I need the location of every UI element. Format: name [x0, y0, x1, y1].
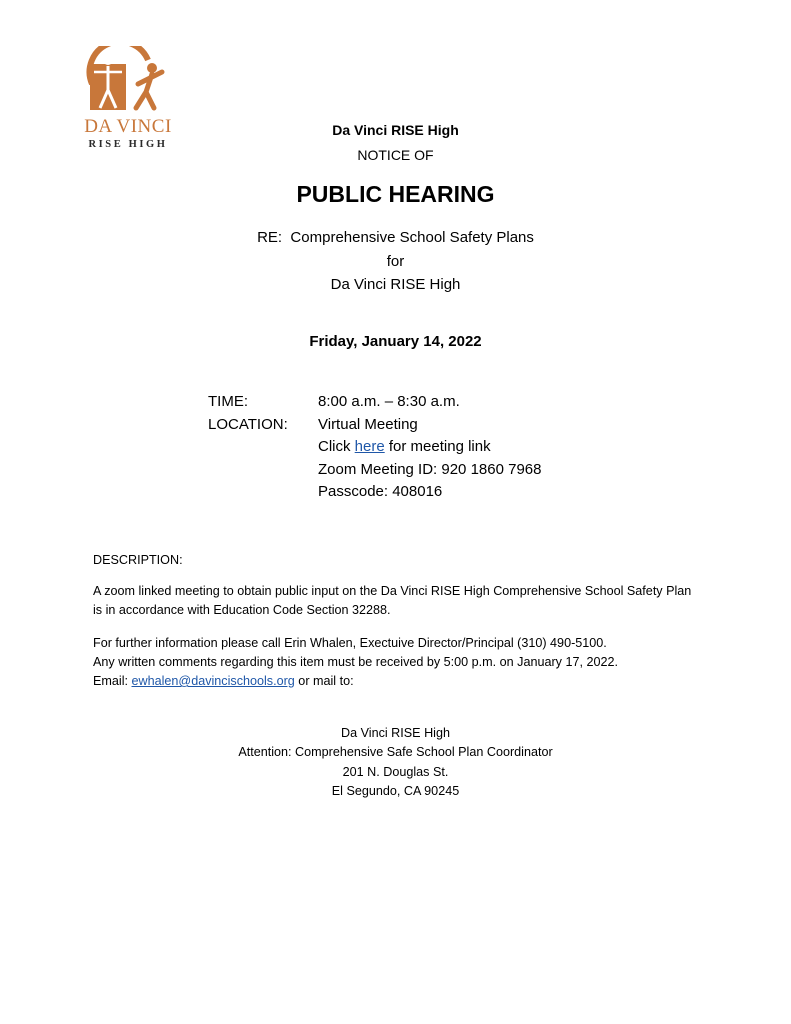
logo-name: DA VINCI [84, 116, 172, 137]
vitruvian-figure-icon [86, 46, 170, 116]
meeting-info [208, 391, 541, 504]
school-line: Da Vinci RISE High [330, 276, 461, 293]
location-label: LOCATION: [208, 415, 288, 433]
time-label: TIME: [208, 393, 248, 410]
time-row [208, 391, 541, 414]
address-line-2: Attention: Comprehensive Safe School Plan Coordinator [238, 745, 553, 760]
address-line-3: 201 N. Douglas St. [342, 764, 449, 779]
re-line: RE: Comprehensive School Safety Plans [257, 229, 534, 246]
zoom-id-row [208, 459, 541, 482]
passcode: Passcode: 408016 [318, 483, 443, 500]
location-value: Virtual Meeting [318, 415, 418, 433]
meeting-link-row [208, 436, 541, 459]
contact-line: For further information please call Erin Whalen, Exectuive Director/Principal (310) 490-5100. [93, 636, 607, 650]
meeting-date: Friday, January 14, 2022 [309, 333, 482, 350]
zoom-meeting-id: Zoom Meeting ID: 920 1860 7968 [318, 460, 542, 478]
comments-deadline-line: Any written comments regarding this item must be received by 5:00 p.m. on January 17, 2022. [93, 655, 619, 669]
click-suffix: for meeting link [384, 438, 491, 455]
description-paragraph-2 [93, 634, 703, 691]
location-row [208, 414, 541, 437]
for-line: for [386, 253, 405, 270]
email-prefix: Email: [93, 674, 132, 688]
time-value: 8:00 a.m. – 8:30 a.m. [318, 393, 460, 410]
address-line-1: Da Vinci RISE High [341, 726, 450, 740]
mailing-address [0, 724, 791, 801]
page-title: PUBLIC HEARING [296, 181, 495, 207]
passcode-row [208, 481, 541, 504]
meeting-link-text [318, 436, 491, 459]
header-school-name: Da Vinci RISE High [332, 122, 459, 138]
email-suffix: or mail to: [294, 674, 354, 688]
click-prefix: Click [318, 438, 355, 455]
logo-subtitle: RISE HIGH [88, 139, 168, 150]
meeting-link[interactable]: here [354, 438, 385, 455]
school-logo [82, 46, 174, 156]
email-link[interactable]: ewhalen@davincischools.org [131, 674, 295, 688]
description-paragraph-1: A zoom linked meeting to obtain public input on the Da Vinci RISE High Comprehensive School Safety Plan is in accordance with Education Code Section 32288. [93, 584, 692, 617]
description-heading: DESCRIPTION: [93, 553, 183, 567]
email-line [93, 672, 703, 691]
address-line-4: El Segundo, CA 90245 [331, 783, 460, 798]
notice-of-label: NOTICE OF [357, 147, 434, 163]
